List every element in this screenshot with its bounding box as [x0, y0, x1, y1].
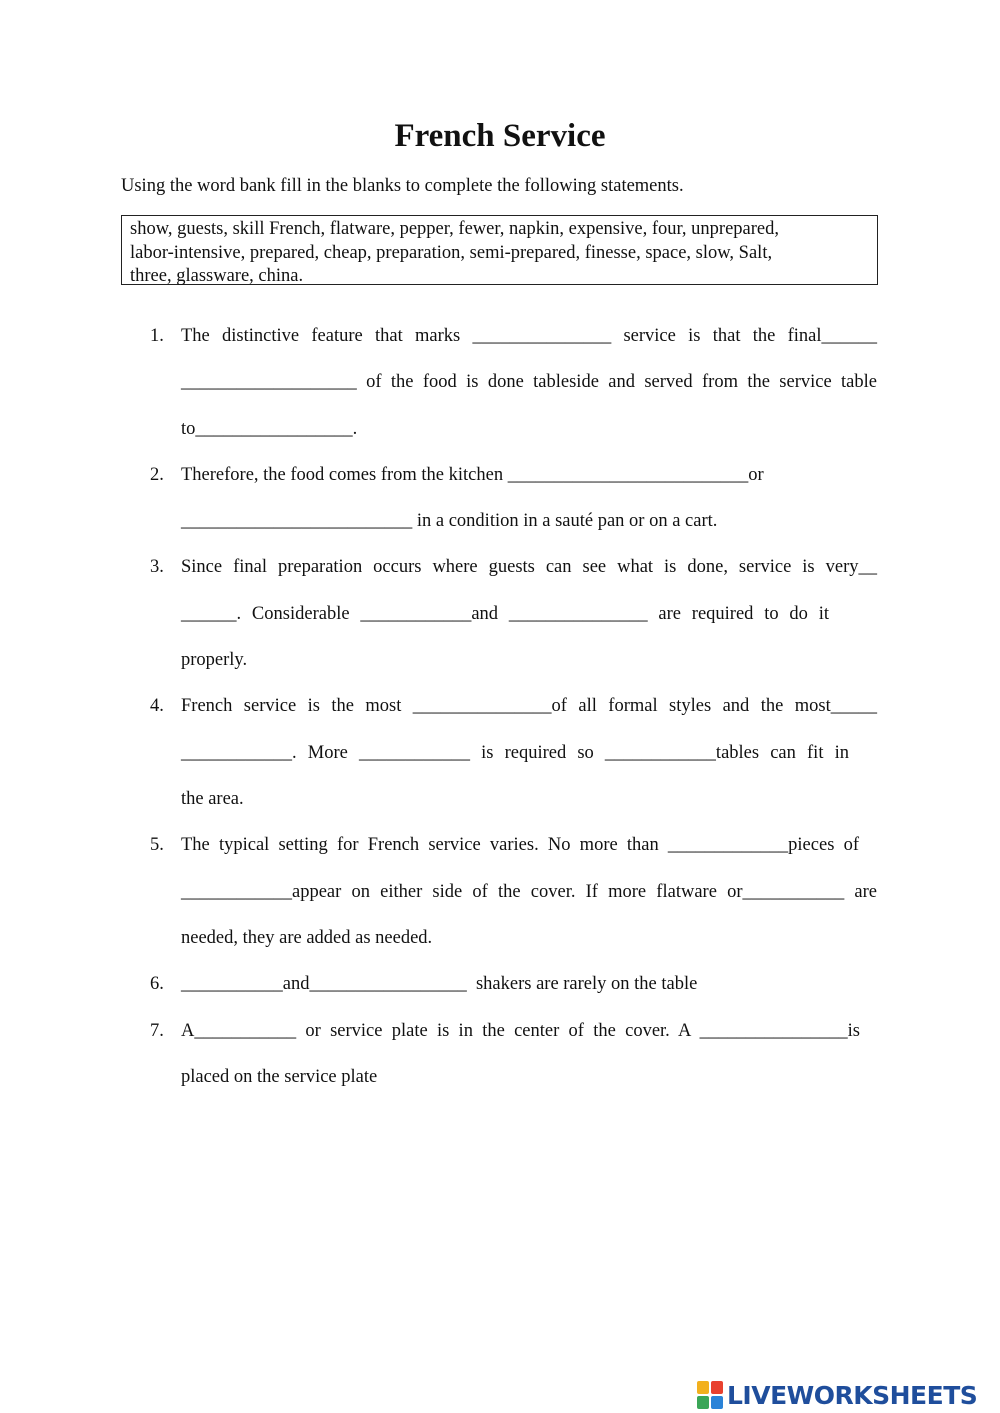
question-3-line-2[interactable]: ______. Considerable ____________and _______________ are required to do it	[181, 604, 829, 624]
question-3-line-3: properly.	[181, 650, 248, 670]
question-4-line-2[interactable]: ____________. More ____________ is required so ____________tables can fit in	[181, 743, 849, 763]
instructions: Using the word bank fill in the blanks to complete the following statements.	[121, 176, 684, 196]
logo-tiles-icon	[697, 1381, 723, 1409]
word-bank	[121, 215, 878, 285]
logo-tile	[711, 1396, 723, 1409]
question-4-line-1[interactable]: French service is the most _______________of all formal styles and the most_____	[181, 696, 877, 716]
word-bank-line: show, guests, skill French, flatware, pepper, fewer, napkin, expensive, four, unprepared,	[130, 219, 780, 239]
question-3-number: 3.	[150, 557, 164, 577]
question-3-line-1[interactable]: Since final preparation occurs where guests can see what is done, service is very__	[181, 557, 877, 577]
question-7-line-1[interactable]: A___________ or service plate is in the center of the cover. A ________________is	[181, 1021, 860, 1041]
question-5-line-2[interactable]: ____________appear on either side of the cover. If more flatware or___________ are	[181, 882, 877, 902]
logo-tile	[697, 1396, 709, 1409]
question-1-number: 1.	[150, 326, 164, 346]
question-6-number: 6.	[150, 974, 164, 994]
question-1-line-1[interactable]: The distinctive feature that marks _______________ service is that the final______	[181, 326, 877, 346]
page-title: French Service	[394, 118, 606, 154]
question-5-number: 5.	[150, 835, 164, 855]
question-5-line-3: needed, they are added as needed.	[181, 928, 433, 948]
logo-tile	[697, 1381, 709, 1394]
question-2-line-1[interactable]: Therefore, the food comes from the kitchen __________________________or	[181, 465, 764, 485]
question-4-number: 4.	[150, 696, 164, 716]
question-7-line-2: placed on the service plate	[181, 1067, 378, 1087]
word-bank-line: three, glassware, china.	[130, 266, 304, 286]
question-1-line-3[interactable]: to_________________.	[181, 419, 358, 439]
logo-tile	[711, 1381, 723, 1394]
question-5-line-1[interactable]: The typical setting for French service varies. No more than _____________pieces of	[181, 835, 859, 855]
question-2-line-2[interactable]: _________________________ in a condition in a sauté pan or on a cart.	[181, 511, 718, 531]
word-bank-line: labor-intensive, prepared, cheap, preparation, semi-prepared, finesse, space, slow, Salt,	[130, 242, 773, 263]
liveworksheets-logo[interactable]	[697, 1379, 977, 1411]
question-4-line-3: the area.	[181, 789, 244, 809]
logo-text: LIVEWORKSHEETS	[727, 1380, 978, 1410]
question-6-line-1[interactable]: ___________and_________________ shakers are rarely on the table	[181, 974, 698, 994]
question-7-number: 7.	[150, 1021, 164, 1041]
question-2-number: 2.	[150, 465, 164, 485]
question-1-line-2[interactable]: ___________________ of the food is done tableside and served from the service table	[181, 372, 877, 392]
